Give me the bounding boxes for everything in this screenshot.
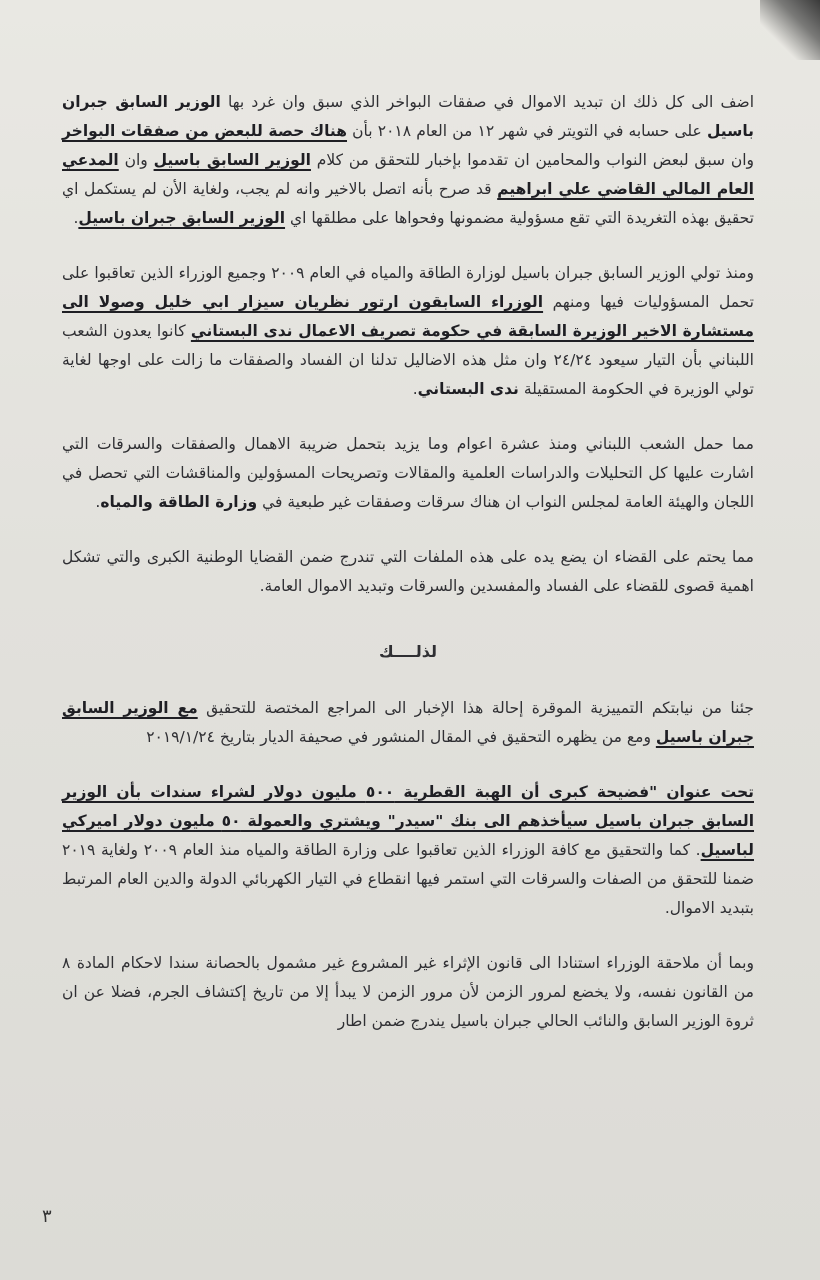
emphasized-text: المدعي العام المالي القاضي علي ابراهيم: [62, 151, 754, 198]
text-run: وان: [118, 151, 154, 169]
paragraph: [62, 259, 754, 404]
page-number: ٣: [42, 1206, 52, 1227]
document-body: [62, 88, 754, 1062]
text-run: مما يحتم على القضاء ان يضع يده على هذه الملفات التي تندرج ضمن القضايا الوطنية الكبرى والتي تشكل اهمية قصوى للقضاء على الفساد والمفسدين والسرقات وتبديد الاموال العامة.: [62, 548, 754, 595]
text-run: مما حمل الشعب اللبناني ومنذ عشرة اعوام وما يزيد بتحمل ضريبة الاهمال والصفقات والسرقات التي اشارت عليها كل التحليلات والدراسات العلمية والمقالات وتصريحات المسؤولين والمناقشات التي تحصل في اللجان والهيئة العامة لمجلس النواب ان هناك سرقات وصفقات غير طبعية في: [62, 435, 754, 511]
paragraph: [62, 694, 754, 752]
emphasized-text: ندى البستاني: [417, 380, 519, 398]
text-run: وبما أن ملاحقة الوزراء استنادا الى قانون الإثراء غير المشروع غير مشمول بالحصانة سندا لاحكام المادة ٨ من القانون نفسه، ولا يخضع لمرور الزمن لأن مرور الزمن لا يبدأ إلا من تاريخ إكتشاف الجرم، فضلا عن ان ثروة الوزير السابق والنائب الحالي جبران باسيل يندرج ضمن اطار: [62, 954, 754, 1030]
paragraphs-before-heading: [62, 88, 754, 601]
paragraphs-after-heading: [62, 694, 754, 1036]
paragraph: [62, 430, 754, 517]
text-run: جئنا من نيابتكم التمييزية الموقرة إحالة هذا الإخبار الى المراجع المختصة للتحقيق: [197, 699, 755, 717]
section-heading: لذلــــك: [378, 642, 438, 661]
emphasized-text: تحت عنوان "فضيحة كبرى أن الهبة القطرية ٥٠٠ مليون دولار لشراء سندات بأن الوزير السابق جبران باسيل سيأخذهم الى بنك "سيدر" ويشتري والعمولة ٥٠ مليون دولار اميركي لباسيل: [62, 783, 755, 859]
text-run: .: [73, 209, 79, 227]
emphasized-text: وزارة الطاقة والمياه: [100, 493, 258, 511]
emphasized-text: الوزير السابق جبران باسيل: [62, 93, 754, 140]
emphasized-text: هناك حصة للبعض من صفقات البواخر: [62, 122, 348, 140]
text-run: . كما والتحقيق مع كافة الوزراء الذين تعاقبوا على وزارة الطاقة والمياه منذ العام ٢٠٠٩ ولغاية ٢٠١٩ ضمنا للتحقق من الصفات والسرقات التي استمر فيها انقطاع في التيار الكهربائي الدولة والدين العام المرتبط بتبديد الاموال.: [62, 841, 754, 917]
text-run: على حسابه في التويتر في شهر ١٢ من العام ٢٠١٨ بأن: [347, 122, 707, 140]
paragraph: [62, 949, 754, 1036]
paragraph: [62, 88, 754, 233]
emphasized-text: الوزير السابق باسيل: [153, 151, 311, 169]
text-run: ومنذ تولي الوزير السابق جبران باسيل لوزارة الطاقة والمياه في العام ٢٠٠٩ وجميع الوزراء الذين تعاقبوا على تحمل المسؤوليات فيها ومنهم: [62, 264, 755, 311]
paragraph: [62, 778, 754, 923]
text-run: .: [95, 493, 101, 511]
emphasized-text: الوزير السابق جبران باسيل: [78, 209, 286, 227]
text-run: ومع من يظهره التحقيق في المقال المنشور في صحيفة الديار بتاريخ ٢٠١٩/١/٢٤: [146, 728, 656, 746]
text-run: اضف الى كل ذلك ان تبديد الاموال في صفقات البواخر الذي سبق وان غرد بها: [220, 93, 755, 111]
text-run: كانوا يعدون الشعب اللبناني بأن التيار سيعود ٢٤/٢٤ وان مثل هذه الاضاليل تدلنا ان الفساد والصفقات ما زالت على اوجها لغاية تولي الوزيرة في الحكومة المستقيلة: [62, 322, 754, 398]
emphasized-text: مع الوزير السابق جبران باسيل: [62, 699, 754, 746]
paragraph: [62, 543, 754, 601]
text-run: وان سبق لبعض النواب والمحامين ان تقدموا بإخبار للتحقق من كلام: [310, 151, 754, 169]
page-corner-shadow: [760, 0, 820, 60]
text-run: .: [412, 380, 418, 398]
text-run: قد صرح بأنه اتصل بالاخير وانه لم يجب، ولغاية الأن لم يستكمل اي تحقيق بهذه التغريدة التي تقع مسؤولية مضمونها وفحواها على مطلقها اي: [62, 180, 754, 227]
emphasized-text: الوزراء السابقون ارتور نظريان سيزار ابي خليل وصولا الى مستشارة الاخير الوزيرة السابقة في حكومة تصريف الاعمال ندى البستاني: [62, 293, 754, 340]
